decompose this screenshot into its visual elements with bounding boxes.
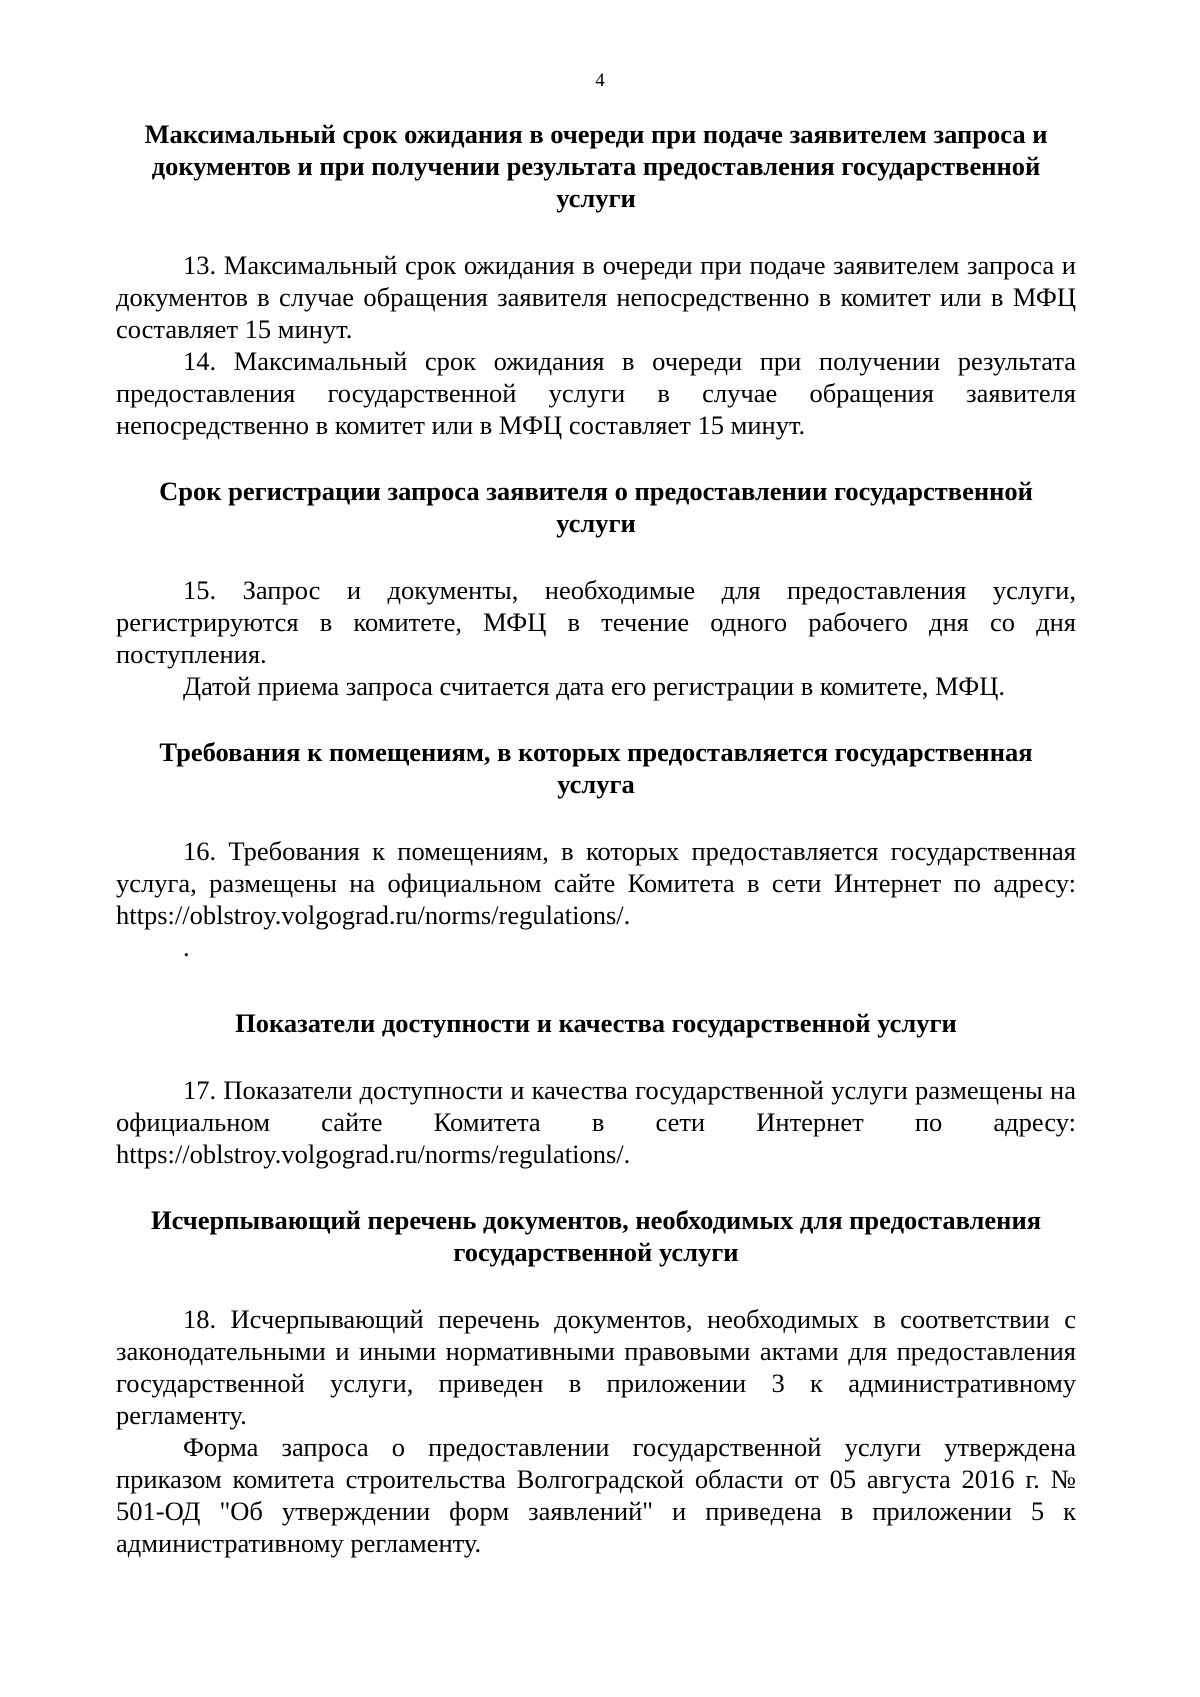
paragraph-16: 16. Требования к помещениям, в которых предоставляется государственная услуга, размещены на официальном сайте Комитета в сети Интернет по адресу: https://oblstroy.volgograd.ru/norms/regulations/.: [116, 836, 1076, 930]
stray-dot: .: [183, 932, 190, 962]
paragraph-13: 13. Максимальный срок ожидания в очереди при подаче заявителем запроса и документов в случае обращения заявителя непосредственно в комитет или в МФЦ составляет 15 минут.: [116, 250, 1076, 344]
paragraph-17: 17. Показатели доступности и качества государственной услуги размещены на официальном сайте Комитета в сети Интернет по адресу: https://oblstroy.volgograd.ru/norms/regulations/.: [116, 1075, 1076, 1169]
section-heading-registration: Срок регистрации запроса заявителя о предоставлении государственной услуги: [159, 476, 1033, 538]
section-heading-premises: Требования к помещениям, в которых предоставляется государственная услуга: [159, 737, 1033, 799]
document-body: [116, 118, 1076, 1559]
paragraph-15-acceptance-date: Датой приема запроса считается дата его регистрации в комитете, МФЦ.: [183, 671, 1005, 701]
section-heading-waiting-time: Максимальный срок ожидания в очереди при подаче заявителем запроса и документов и при получении результата предоставления государственной услуги: [144, 119, 1048, 213]
paragraph-14: 14. Максимальный срок ожидания в очереди при получении результата предоставления государственной услуги в случае обращения заявителя непосредственно в комитет или в МФЦ составляет 15 минут.: [116, 346, 1076, 440]
section-heading-quality-indicators: Показатели доступности и качества государственной услуги: [235, 1008, 957, 1038]
stray-dot-line: [116, 931, 1076, 973]
paragraph-18-request-form: Форма запроса о предоставлении государственной услуги утверждена приказом комитета строительства Волгоградской области от 05 августа 2016 г. № 501-ОД "Об утверждении форм заявлений" и приведена в приложении 5 к административному регламенту.: [116, 1432, 1076, 1558]
paragraph-18: 18. Исчерпывающий перечень документов, необходимых в соответствии с законодательными и иными нормативными правовыми актами для предоставления государственной услуги, приведен в приложении 3 к административному регламенту.: [116, 1304, 1076, 1430]
paragraph-15: 15. Запрос и документы, необходимые для предоставления услуги, регистрируются в комитете, МФЦ в течение одного рабочего дня со дня поступления.: [116, 575, 1076, 669]
section-heading-documents-list: Исчерпывающий перечень документов, необходимых для предоставления государственной услуги: [150, 1205, 1042, 1267]
page-number: 4: [595, 70, 605, 91]
